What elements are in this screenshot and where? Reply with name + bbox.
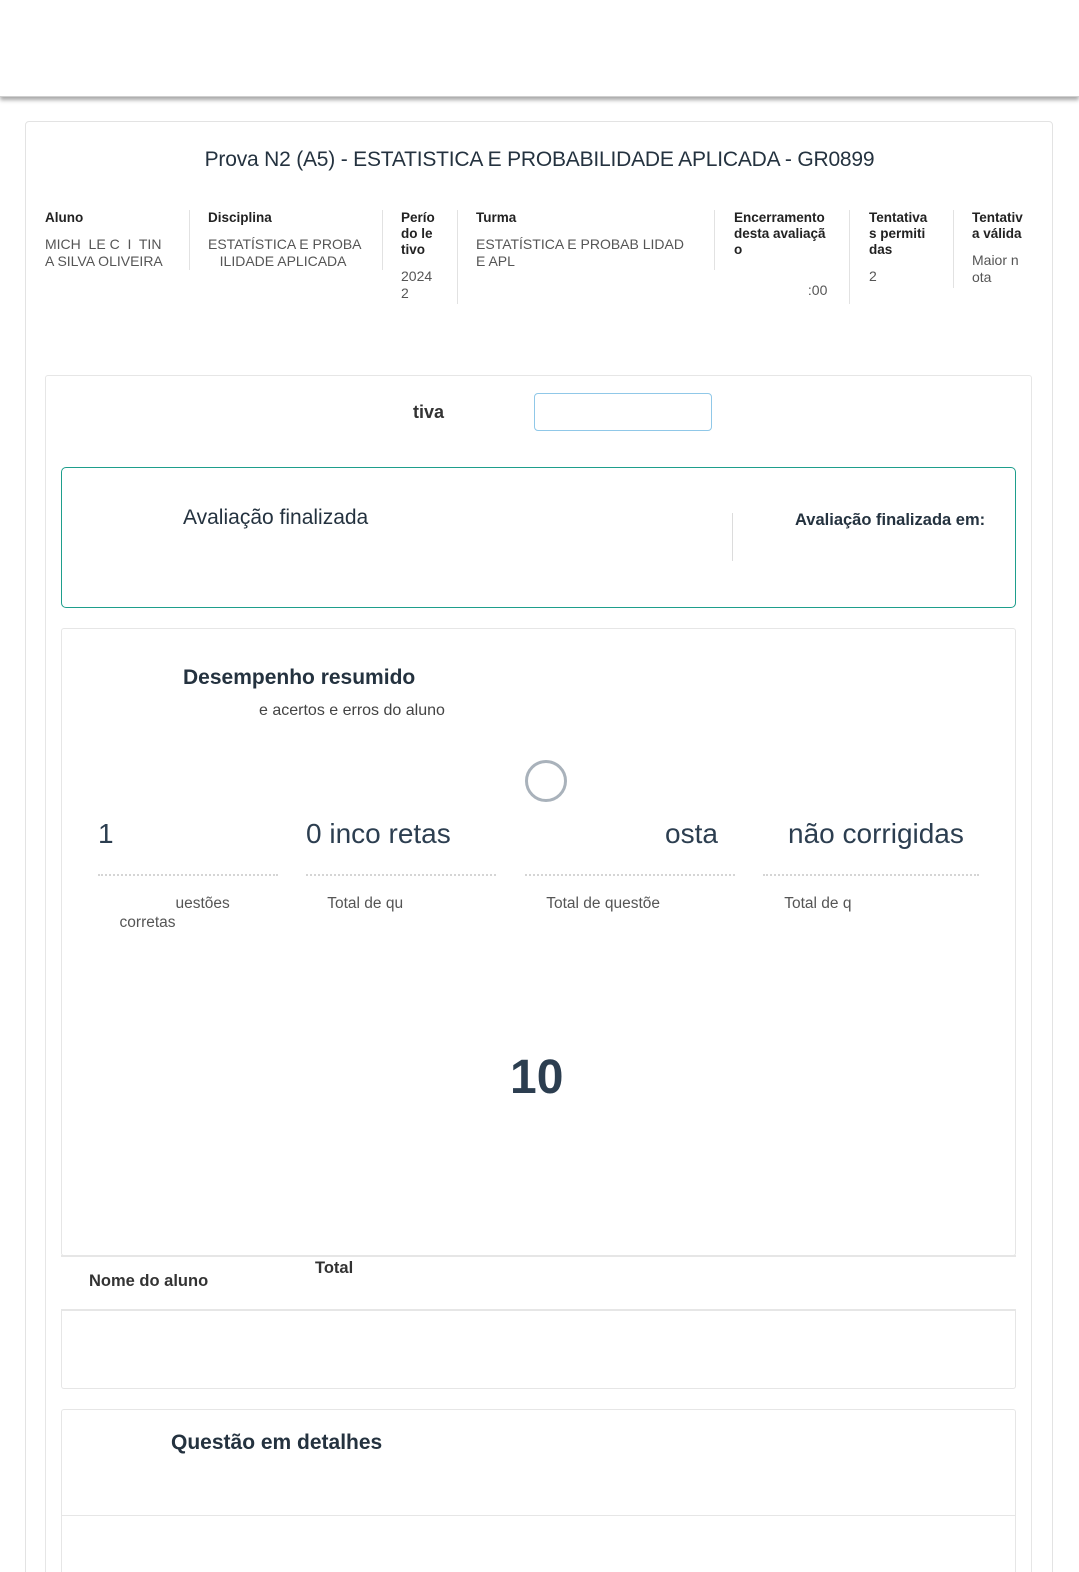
column-header-student-name: Nome do aluno — [89, 1272, 209, 1290]
stat-uncorrected-value: não corrigidas — [788, 818, 964, 849]
loading-spinner-icon — [525, 760, 567, 802]
question-details-divider — [61, 1515, 1016, 1516]
top-navigation-bar — [0, 0, 1079, 97]
stat-incorrect-label: Total de qu — [306, 895, 404, 912]
column-header-total: Total — [315, 1259, 354, 1277]
performance-title: Desempenho resumido — [183, 666, 416, 689]
info-label: Aluno — [45, 210, 84, 225]
info-period — [401, 210, 458, 304]
exam-title: Prova N2 (A5) - ESTATISTICA E PROBABILIDADE APLICADA - GR0899 — [204, 148, 875, 171]
status-panel — [61, 467, 1016, 608]
info-label: Encerramento desta avaliaçã o — [734, 210, 826, 257]
stat-correct-label: uestões corretas — [119, 895, 230, 931]
info-closing-date — [734, 210, 850, 304]
stat-incorrect-value: 0 inco retas — [306, 818, 451, 849]
info-label: Tentativ a válida — [972, 210, 1023, 241]
attempt-select[interactable] — [534, 393, 712, 431]
info-class — [476, 210, 715, 270]
stat-divider — [525, 874, 735, 876]
info-value: MICH LE C I TIN A SILVA OLIVEIRA — [45, 236, 163, 269]
info-value: 2024 2 — [401, 268, 433, 301]
stat-divider — [306, 874, 496, 876]
attempt-label: tiva — [413, 402, 445, 422]
stat-correct-value: 1 — [98, 818, 114, 849]
info-discipline — [208, 210, 383, 270]
info-value: ESTATÍSTICA E PROBAB LIDAD E APL — [476, 236, 684, 269]
stat-divider — [763, 874, 979, 876]
info-value: Maior n ota — [972, 252, 1019, 285]
stat-answered-label: Total de questõe — [525, 895, 661, 912]
info-value: :00 — [807, 282, 828, 298]
stat-divider — [98, 874, 278, 876]
info-student — [45, 210, 190, 270]
info-value: 2 — [869, 268, 877, 284]
info-label: Perío do le tivo — [401, 210, 435, 257]
info-valid-attempt — [972, 210, 1032, 288]
status-title: Avaliação finalizada — [183, 506, 369, 529]
status-divider — [732, 513, 733, 561]
info-label: Turma — [476, 210, 517, 225]
info-value: ESTATÍSTICA E PROBA ILIDADE APLICADA — [208, 236, 362, 269]
question-details-title: Questão em detalhes — [171, 1431, 383, 1454]
info-label: Disciplina — [208, 210, 272, 225]
score-value: 10 — [510, 1051, 564, 1104]
results-table-body — [61, 1311, 1016, 1389]
stat-answered-value: osta — [665, 818, 718, 849]
performance-panel — [61, 628, 1016, 1256]
info-label: Tentativa s permiti das — [869, 210, 928, 257]
stat-uncorrected-label: Total de q — [763, 895, 852, 912]
info-attempts-allowed — [869, 210, 954, 288]
finalized-at-label: Avaliação finalizada em: — [795, 511, 986, 529]
performance-subtitle: e acertos e erros do aluno — [259, 702, 445, 719]
